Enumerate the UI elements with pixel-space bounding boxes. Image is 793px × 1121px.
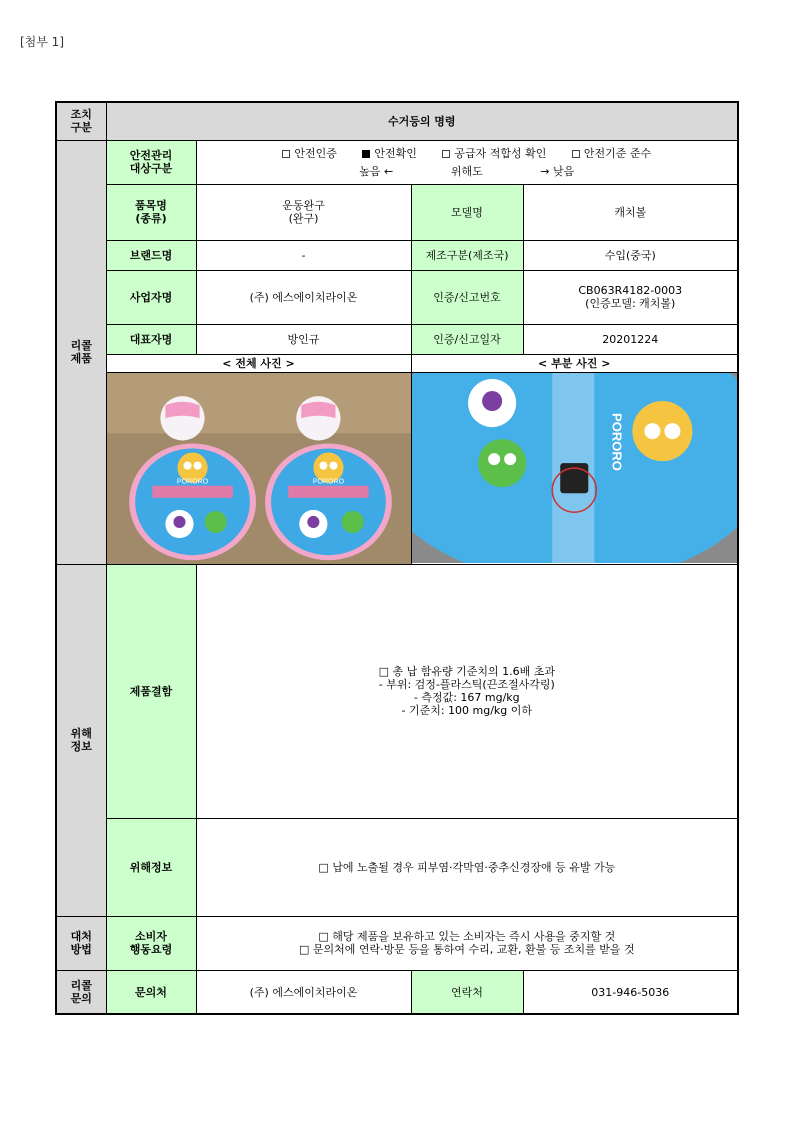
item-name-label-text: 품목명 (종류) xyxy=(135,199,167,225)
action-section-text: 대처 방법 xyxy=(70,930,92,957)
safety-category-label-text: 안전관리 대상구분 xyxy=(129,149,173,175)
option-safety-cert xyxy=(282,147,337,160)
photo-full-label: < 전체 사진 > xyxy=(106,354,411,372)
defect-line-1: □ 총 납 함유량 기준치의 1.6배 초과 xyxy=(378,665,555,679)
option-safety-check-text: 안전확인 xyxy=(374,146,417,160)
page-title: 수거등의 명령 xyxy=(106,102,738,140)
brand-text-left: PORORO xyxy=(176,478,208,486)
cert-number-value-text: CB063R4182-0003 (인증모델: 캐치볼) xyxy=(578,284,683,310)
business-label: 사업자명 xyxy=(106,270,196,324)
action-line-1: □ 해당 제품을 보유하고 있는 소비자는 즉시 사용을 중지할 것 xyxy=(318,930,616,944)
brand-text-right: PORORO xyxy=(312,478,344,486)
risk-scale xyxy=(200,165,735,178)
action-line-2: □ 문의처에 연락·방문 등을 통하여 수리, 교환, 환불 등 조치를 받을 것 xyxy=(298,943,635,957)
consumer-action-label-text: 소비자 행동요령 xyxy=(129,930,173,957)
hazard-info-label: 위해정보 xyxy=(106,818,196,916)
checkbox-empty-icon xyxy=(572,150,580,158)
brand-label: 브랜드명 xyxy=(106,240,196,270)
cert-number-label: 인증/신고번호 xyxy=(411,270,523,324)
cert-date-value: 20201224 xyxy=(523,324,738,354)
cert-number-value xyxy=(523,270,738,324)
catch-ball-detail-photo xyxy=(412,373,738,563)
inquiry-label: 문의처 xyxy=(106,970,196,1014)
option-safety-check xyxy=(362,147,417,160)
defect-label: 제품결함 xyxy=(106,564,196,818)
item-name-label xyxy=(106,184,196,240)
action-category-label xyxy=(56,102,106,140)
defect-line-2: - 부위: 검정-플라스틱(끈조절사각링) xyxy=(378,678,555,692)
contact-label: 연락처 xyxy=(411,970,523,1014)
option-safety-cert-text: 안전인증 xyxy=(294,146,337,160)
contact-value: 031-946-5036 xyxy=(523,970,738,1014)
recall-product-section-text: 리콜 제품 xyxy=(70,339,92,366)
option-safety-standard xyxy=(572,147,651,160)
photo-part xyxy=(411,372,738,564)
checkbox-empty-icon xyxy=(442,150,450,158)
defect-line-4: - 기준치: 100 mg/kg 이하 xyxy=(401,704,533,718)
item-name-value xyxy=(196,184,411,240)
safety-category-options xyxy=(200,147,735,160)
brand-text-detail: PORORO xyxy=(608,413,624,471)
manufacture-type-value: 수입(중국) xyxy=(523,240,738,270)
brand-value: - xyxy=(196,240,411,270)
action-category-text: 조치 구분 xyxy=(70,108,92,135)
safety-category-label xyxy=(106,140,196,184)
action-section-label xyxy=(56,916,106,970)
hazard-section-label xyxy=(56,564,106,916)
risk-scale-mid: 위해도 xyxy=(450,164,483,178)
attachment-label: [첨부 1] xyxy=(20,35,64,49)
photo-full xyxy=(106,372,411,564)
inquiry-section-label xyxy=(56,970,106,1014)
defect-line-3: - 측정값: 167 mg/kg xyxy=(413,691,520,705)
checkbox-filled-icon xyxy=(362,150,370,158)
hazard-section-text: 위해 정보 xyxy=(70,727,92,754)
consumer-action-label xyxy=(106,916,196,970)
business-value: (주) 에스에이치라이온 xyxy=(196,270,411,324)
catch-ball-full-photo xyxy=(107,373,411,564)
recall-product-section-label xyxy=(56,140,106,564)
hazard-info-value: □ 납에 노출될 경우 피부염·각막염·중추신경장애 등 유발 가능 xyxy=(196,818,738,916)
inquiry-value: (주) 에스에이치라이온 xyxy=(196,970,411,1014)
option-supplier-conformity xyxy=(442,147,546,160)
safety-category-value xyxy=(196,140,738,184)
option-safety-standard-text: 안전기준 준수 xyxy=(583,146,652,160)
checkbox-empty-icon xyxy=(282,150,290,158)
photo-part-label: < 부분 사진 > xyxy=(411,354,738,372)
manufacture-type-label: 제조구분(제조국) xyxy=(411,240,523,270)
risk-scale-high: 높음 ← xyxy=(359,164,394,178)
risk-scale-low: → 낮음 xyxy=(540,164,575,178)
option-supplier-conformity-text: 공급자 적합성 확인 xyxy=(454,146,547,160)
model-name-value: 캐치볼 xyxy=(523,184,738,240)
consumer-action-value xyxy=(196,916,738,970)
item-name-value-text: 운동완구 (완구) xyxy=(282,199,325,225)
model-name-label: 모델명 xyxy=(411,184,523,240)
cert-date-label: 인증/신고일자 xyxy=(411,324,523,354)
defect-value xyxy=(196,564,738,818)
recall-table xyxy=(55,101,739,1015)
representative-value: 방인규 xyxy=(196,324,411,354)
representative-label: 대표자명 xyxy=(106,324,196,354)
inquiry-section-text: 리콜 문의 xyxy=(70,979,92,1005)
